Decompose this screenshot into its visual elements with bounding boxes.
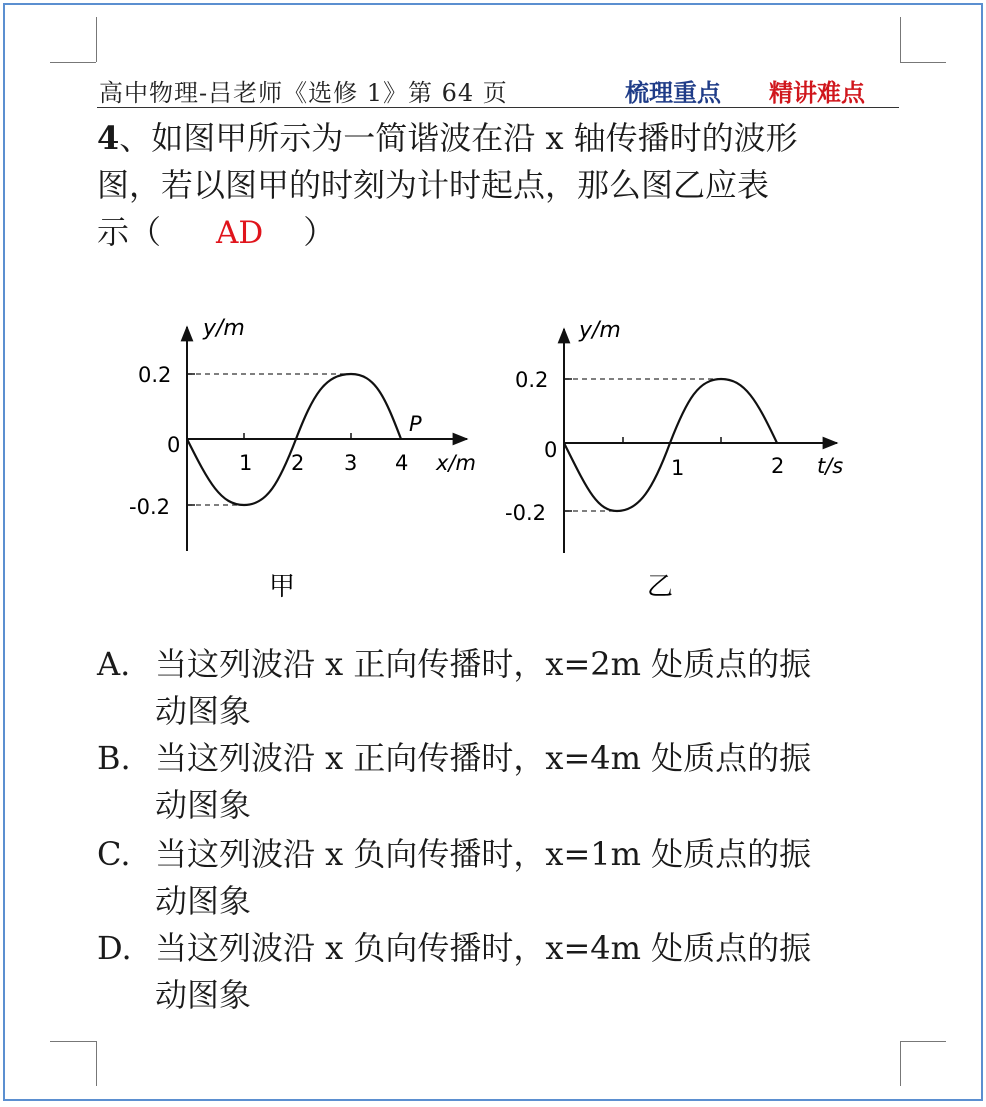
jia-x-tick-label: 1 — [239, 451, 253, 475]
question-text-1: 、如图甲所示为一简谐波在沿 x 轴传播时的波形 — [119, 119, 798, 157]
jia-x-tick-label: 2 — [291, 451, 305, 475]
yi-y-tick-label: 0.2 — [515, 368, 549, 392]
answer-text: AD — [216, 215, 264, 251]
yi-x-tick-label: 2 — [771, 454, 785, 478]
option-text: 当这列波沿 x 正向传播时，x=4m 处质点的振 — [155, 739, 812, 777]
document-page — [3, 3, 983, 1101]
option-d[interactable] — [97, 925, 902, 1019]
figure-jia — [129, 316, 476, 602]
option-text-cont: 动图象 — [155, 692, 252, 730]
wave-figures — [5, 5, 981, 605]
jia-y-tick-label: 0.2 — [138, 363, 172, 387]
question-text-3-suffix: ） — [303, 213, 336, 251]
jia-x-tick-label: 3 — [344, 451, 358, 475]
option-text: 当这列波沿 x 负向传播时，x=1m 处质点的振 — [155, 835, 812, 873]
yi-caption: 乙 — [647, 572, 674, 602]
yi-y-tick-label: -0.2 — [505, 501, 546, 525]
option-text-cont: 动图象 — [155, 786, 252, 824]
option-text: 当这列波沿 x 负向传播时，x=4m 处质点的振 — [155, 929, 812, 967]
header-tag-key-points: 梳理重点 — [625, 78, 721, 107]
yi-y-label: y/m — [579, 318, 621, 343]
jia-point-label: P — [409, 412, 422, 436]
question-text-3-prefix: 示（ — [97, 213, 162, 251]
jia-y-tick-label: 0 — [167, 433, 181, 457]
jia-x-label: x/m — [436, 451, 476, 475]
option-c[interactable] — [97, 831, 902, 925]
question-line-2: 图，若以图甲的时刻为计时起点，那么图乙应表 — [97, 166, 770, 204]
figure-yi — [505, 318, 843, 602]
crop-mark — [96, 1041, 97, 1086]
crop-mark — [50, 1041, 96, 1042]
jia-x-tick-label: 4 — [395, 451, 409, 475]
header-title: 高中物理-吕老师《选修 1》第 64 页 — [99, 79, 508, 107]
crop-mark — [900, 1041, 946, 1042]
option-text-cont: 动图象 — [155, 882, 252, 920]
jia-caption: 甲 — [269, 572, 296, 602]
yi-y-tick-label: 0 — [544, 438, 558, 462]
option-text-cont: 动图象 — [155, 976, 252, 1014]
option-letter: C. — [97, 835, 131, 873]
jia-y-tick-label: -0.2 — [129, 495, 170, 519]
yi-x-label: t/s — [817, 454, 844, 478]
option-letter: B. — [97, 739, 131, 777]
header-tag-difficulties: 精讲难点 — [769, 78, 865, 107]
option-b[interactable] — [97, 735, 902, 829]
option-letter: A. — [97, 645, 131, 683]
question-number: 4 — [97, 119, 120, 157]
yi-x-tick-label: 1 — [671, 456, 685, 480]
yi-vibration-curve — [564, 379, 777, 511]
option-letter: D. — [97, 929, 132, 967]
jia-y-label: y/m — [203, 316, 245, 341]
option-a[interactable] — [97, 641, 902, 735]
option-text: 当这列波沿 x 正向传播时，x=2m 处质点的振 — [155, 645, 812, 683]
crop-mark — [900, 1041, 901, 1086]
